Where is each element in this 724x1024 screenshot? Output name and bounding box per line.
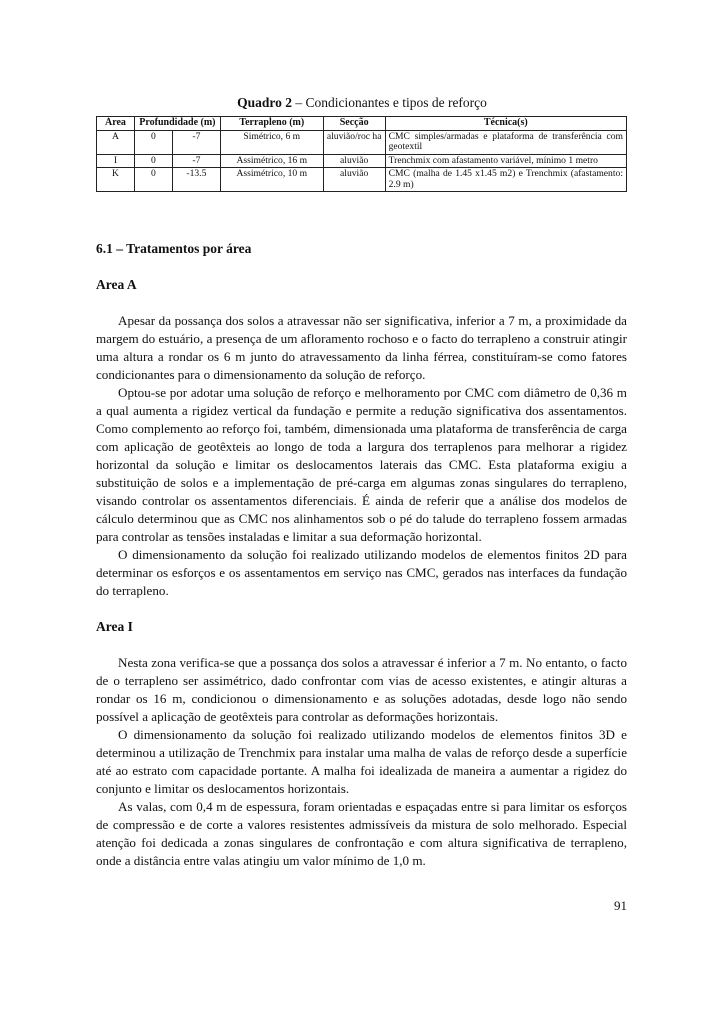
area-a-paragraph: Optou-se por adotar uma solução de reforço e melhoramento por CMC com diâmetro de 0,36 m a qual aumenta a rigidez vertical da fundação e permite a redução significativa dos assentamentos. Como complemento ao reforço foi, também, dimensionada uma plataforma de transferência de carga com aplicação de geotêxteis ao longo de toda a largura dos terraplenos para melhorar a rigidez horizontal da solução e limitar os deslocamentos laterais das CMC. Esta plataforma exigiu a substituição de solos e a implementação de pré-carga em algumas zonas singulares do terrapleno, visando controlar os assentamentos diferenciais. É ainda de referir que a análise dos modelos de cálculo determinou que as CMC nos alinhamentos sob o pé do talude do terrapleno fossem armadas para controlar as tensões instaladas e limitar a sua deformação horizontal.	[96, 385, 627, 544]
cell-section: aluvião	[323, 154, 385, 168]
cell-depth-from: 0	[134, 154, 172, 168]
header-technique: Técnica(s)	[385, 117, 626, 131]
table-row	[97, 130, 627, 154]
cell-depth-from: 0	[134, 168, 172, 192]
cell-embankment: Simétrico, 6 m	[220, 130, 323, 154]
cell-depth-from: 0	[134, 130, 172, 154]
cell-area: K	[97, 168, 135, 192]
header-area: Área	[97, 117, 135, 131]
table-row	[97, 154, 627, 168]
spacer	[96, 600, 627, 618]
cell-depth-to: -7	[172, 154, 220, 168]
cell-embankment: Assimétrico, 16 m	[220, 154, 323, 168]
cell-technique: CMC simples/armadas e plataforma de transferência com geotextil	[385, 130, 626, 154]
area-a-paragraph: O dimensionamento da solução foi realizado utilizando modelos de elementos finitos 2D para determinar os esforços e os assentamentos em serviço nas CMC, gerados nas interfaces da fundação do terrapleno.	[96, 547, 627, 598]
header-depth: Profundidade (m)	[134, 117, 220, 131]
header-section: Secção	[323, 117, 385, 131]
header-embankment: Terrapleno (m)	[220, 117, 323, 131]
caption-label: Quadro 2	[237, 95, 292, 110]
area-i-paragraph: O dimensionamento da solução foi realizado utilizando modelos de elementos finitos 3D e determinou a utilização de Trenchmix para instalar uma malha de valas de reforço desde a superfície até ao estrato com capacidade portante. A malha foi idealizada de maneira a aumentar a rigidez do conjunto e limitar os deslocamentos horizontais.	[96, 727, 627, 796]
conditions-table	[96, 116, 627, 192]
table-caption	[0, 95, 724, 111]
area-i-heading: Area I	[96, 619, 133, 634]
cell-technique: CMC (malha de 1.45 x1.45 m2) e Trenchmix (afastamento: 2.9 m)	[385, 168, 626, 192]
cell-embankment: Assimétrico, 10 m	[220, 168, 323, 192]
cell-section: aluvião	[323, 168, 385, 192]
page-number: 91	[614, 898, 627, 913]
body-text	[96, 240, 627, 870]
section-title: 6.1 – Tratamentos por área	[96, 241, 252, 256]
table-header-row	[97, 117, 627, 131]
table-row	[97, 168, 627, 192]
area-i-paragraph: Nesta zona verifica-se que a possança dos solos a atravessar é inferior a 7 m. No entanto, o facto de o terrapleno ser assimétrico, dado confrontar com vias de acesso existentes, e atingir alturas a rondar os 16 m, condicionou o dimensionamento e as soluções adotadas, desde logo não sendo possível a aplicação de geotêxteis para controlar as deformações horizontais.	[96, 655, 627, 724]
cell-area: A	[97, 130, 135, 154]
area-a-paragraph: Apesar da possança dos solos a atravessar não ser significativa, inferior a 7 m, a proximidade da margem do estuário, a presença de um afloramento rochoso e o facto do terrapleno a construir atingir uma altura a rondar os 6 m junto do atravessamento da linha férrea, constituíram-se como fatores condicionantes para o dimensionamento da solução de reforço.	[96, 313, 627, 382]
area-a-heading: Area A	[96, 277, 137, 292]
cell-section: aluvião/roc ha	[323, 130, 385, 154]
caption-text: – Condicionantes e tipos de reforço	[291, 95, 487, 110]
cell-depth-to: -7	[172, 130, 220, 154]
cell-area: I	[97, 154, 135, 168]
area-i-paragraph: As valas, com 0,4 m de espessura, foram orientadas e espaçadas entre si para limitar os esforços de compressão e de corte a valores resistentes admissíveis da mistura de solo melhorado. Especial atenção foi dedicada a zonas singulares de confrontação e com altura significativa de terrapleno, onde a distância entre valas atingiu um valor mínimo de 1,0 m.	[96, 799, 627, 868]
cell-depth-to: -13.5	[172, 168, 220, 192]
cell-technique: Trenchmix com afastamento variável, mínimo 1 metro	[385, 154, 626, 168]
